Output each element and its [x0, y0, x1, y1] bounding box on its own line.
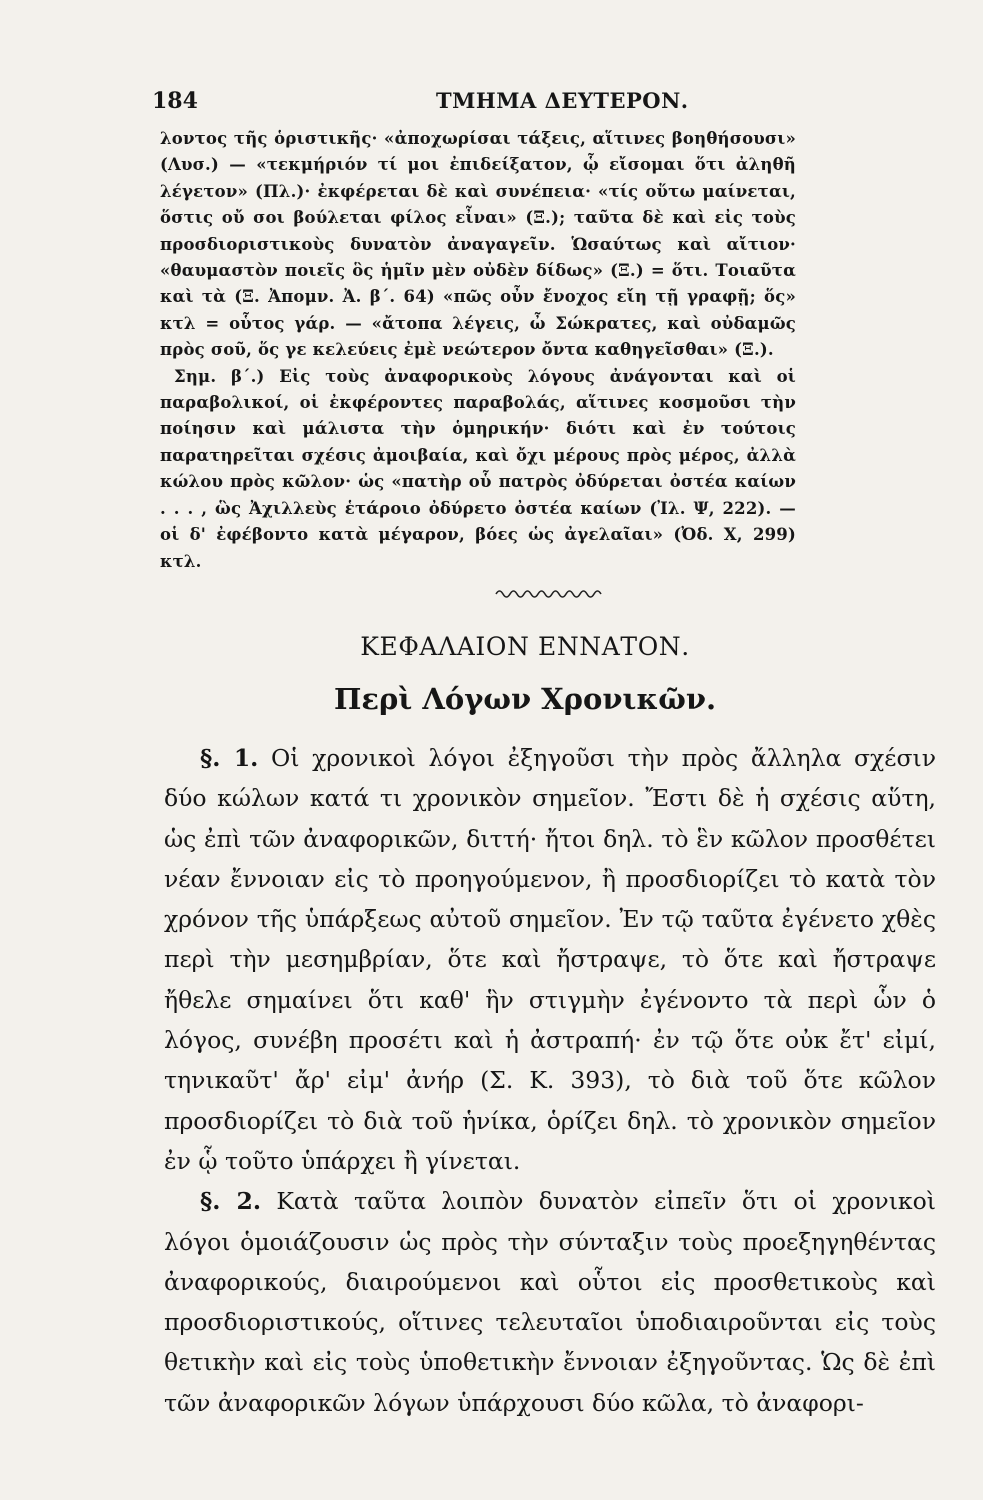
chapter-title: ΚΕΦΑΛΑΙΟΝ ΕΝΝΑΤΟΝ.: [360, 632, 690, 661]
main-text: [164, 738, 936, 1423]
paragraph: [164, 1181, 936, 1423]
footnote-block: [160, 126, 796, 575]
paragraph-number: §. 1.: [200, 744, 259, 772]
paragraph: [164, 738, 936, 1181]
wavy-divider-ornament: [494, 585, 606, 603]
paragraph-text: Οἱ χρονικοὶ λόγοι ἐξηγοῦσι τὴν πρὸς ἄλληλα σχέσιν δύο κώλων κατά τι χρονικὸν σημεῖον. Ἔστι δὲ ἡ σχέσις αὕτη, ὡς ἐπὶ τῶν ἀναφορικῶν, διττή· ἤτοι δηλ. τὸ ἓν κῶλον προσθέτει νέαν ἔννοιαν εἰς τὸ προηγούμενον, ἢ προσδιορίζει τὸ κατὰ τὸν χρόνον τῆς ὑπάρξεως αὐτοῦ σημεῖον. Ἐν τῷ ταῦτα ἐγένετο χθὲς περὶ τὴν μεσημβρίαν, ὅτε καὶ ἤστραψε, τὸ ὅτε καὶ ἤστραψε ἤθελε σημαίνει ὅτι καθ' ἣν στιγμὴν ἐγένοντο τὰ περὶ ὧν ὁ λόγος, συνέβη προσέτι καὶ ἡ ἀστραπή· ἐν τῷ ὅτε οὐκ ἔτ' εἰμί, τηνικαῦτ' ἄρ' εἰμ' ἀνήρ (Σ. Κ. 393), τὸ διὰ τοῦ ὅτε κῶλον προσδιορίζει τὸ διὰ τοῦ ἡνίκα, ὁρίζει δηλ. τὸ χρονικὸν σημεῖον ἐν ᾧ τοῦτο ὑπάρχει ἢ γίνεται.: [164, 744, 936, 1175]
running-head: [152, 88, 762, 118]
remark-paragraph: Σημ. β΄.) Εἰς τοὺς ἀναφορικοὺς λόγους ἀνάγονται καὶ οἱ παραβολικοί, οἱ ἐκφέροντες παραβολάς, αἵτινες κοσμοῦσι τὴν ποίησιν καὶ μάλιστα τὴν ὁμηρικήν· διότι καὶ ἐν τούτοις παρατηρεῖται σχέσις ἀμοιβαία, καὶ ὄχι μέρους πρὸς μέρος, ἀλλὰ κώλου πρὸς κῶλον· ὡς «πατὴρ οὗ πατρὸς ὀδύρεται ὀστέα καίων . . . , ὣς Ἀχιλλεὺς ἑτάροιο ὀδύρετο ὀστέα καίων (Ἰλ. Ψ, 222). — οἱ δ' ἐφέβοντο κατὰ μέγαρον, βόες ὡς ἀγελαῖαι» (Ὀδ. Χ, 299) κτλ.: [160, 366, 796, 571]
page-number: 184: [152, 88, 198, 114]
running-title: ΤΜΗΜΑ ΔΕΥΤΕΡΟΝ.: [436, 88, 689, 113]
paragraph-text: Κατὰ ταῦτα λοιπὸν δυνατὸν εἰπεῖν ὅτι οἱ χρονικοὶ λόγοι ὁμοιάζουσιν ὡς πρὸς τὴν σύνταξιν τοὺς προεξηγηθέντας ἀναφορικούς, διαιρούμενοι καὶ οὗτοι εἰς προσθετικοὺς καὶ προσδιοριστικούς, οἵτινες τελευταῖοι ὑποδιαιροῦνται εἰς τοὺς θετικὴν καὶ εἰς τοὺς ὑποθετικὴν ἔννοιαν ἐξηγοῦντας. Ὡς δὲ ἐπὶ τῶν ἀναφορικῶν λόγων ὑπάρχουσι δύο κῶλα, τὸ ἀναφορι-: [164, 1187, 936, 1417]
chapter-subtitle: Περὶ Λόγων Χρονικῶν.: [333, 682, 717, 716]
paragraph-number: §. 2.: [200, 1187, 262, 1216]
fine-print-paragraph: λοντος τῆς ὁριστικῆς· «ἀποχωρίσαι τάξεις, αἵτινες βοηθήσουσι» (Λυσ.) — «τεκμήριόν τί μοι ἐπιδείξατον, ᾧ εἴσομαι ὅτι ἀληθῆ λέγετον» (Πλ.)· ἐκφέρεται δὲ καὶ συνέπεια· «τίς οὕτω μαίνεται, ὅστις οὔ σοι βούλεται φίλος εἶναι» (Ξ.); ταῦτα δὲ καὶ εἰς τοὺς προσδιοριστικοὺς δυνατὸν ἀναγαγεῖν. Ὡσαύτως καὶ αἴτιον· «θαυμαστὸν ποιεῖς ὃς ἡμῖν μὲν οὐδὲν δίδως» (Ξ.) = ὅτι. Τοιαῦτα καὶ τὰ (Ξ. Ἀπομν. Ἀ. β΄. 64) «πῶς οὖν ἔνοχος εἴη τῇ γραφῇ; ὅς» κτλ = οὗτος γάρ. — «ἄτοπα λέγεις, ὦ Σώκρατες, καὶ οὐδαμῶς πρὸς σοῦ, ὅς γε κελεύεις ἐμὲ νεώτερον ὄντα καθηγεῖσθαι» (Ξ.).: [160, 129, 796, 360]
